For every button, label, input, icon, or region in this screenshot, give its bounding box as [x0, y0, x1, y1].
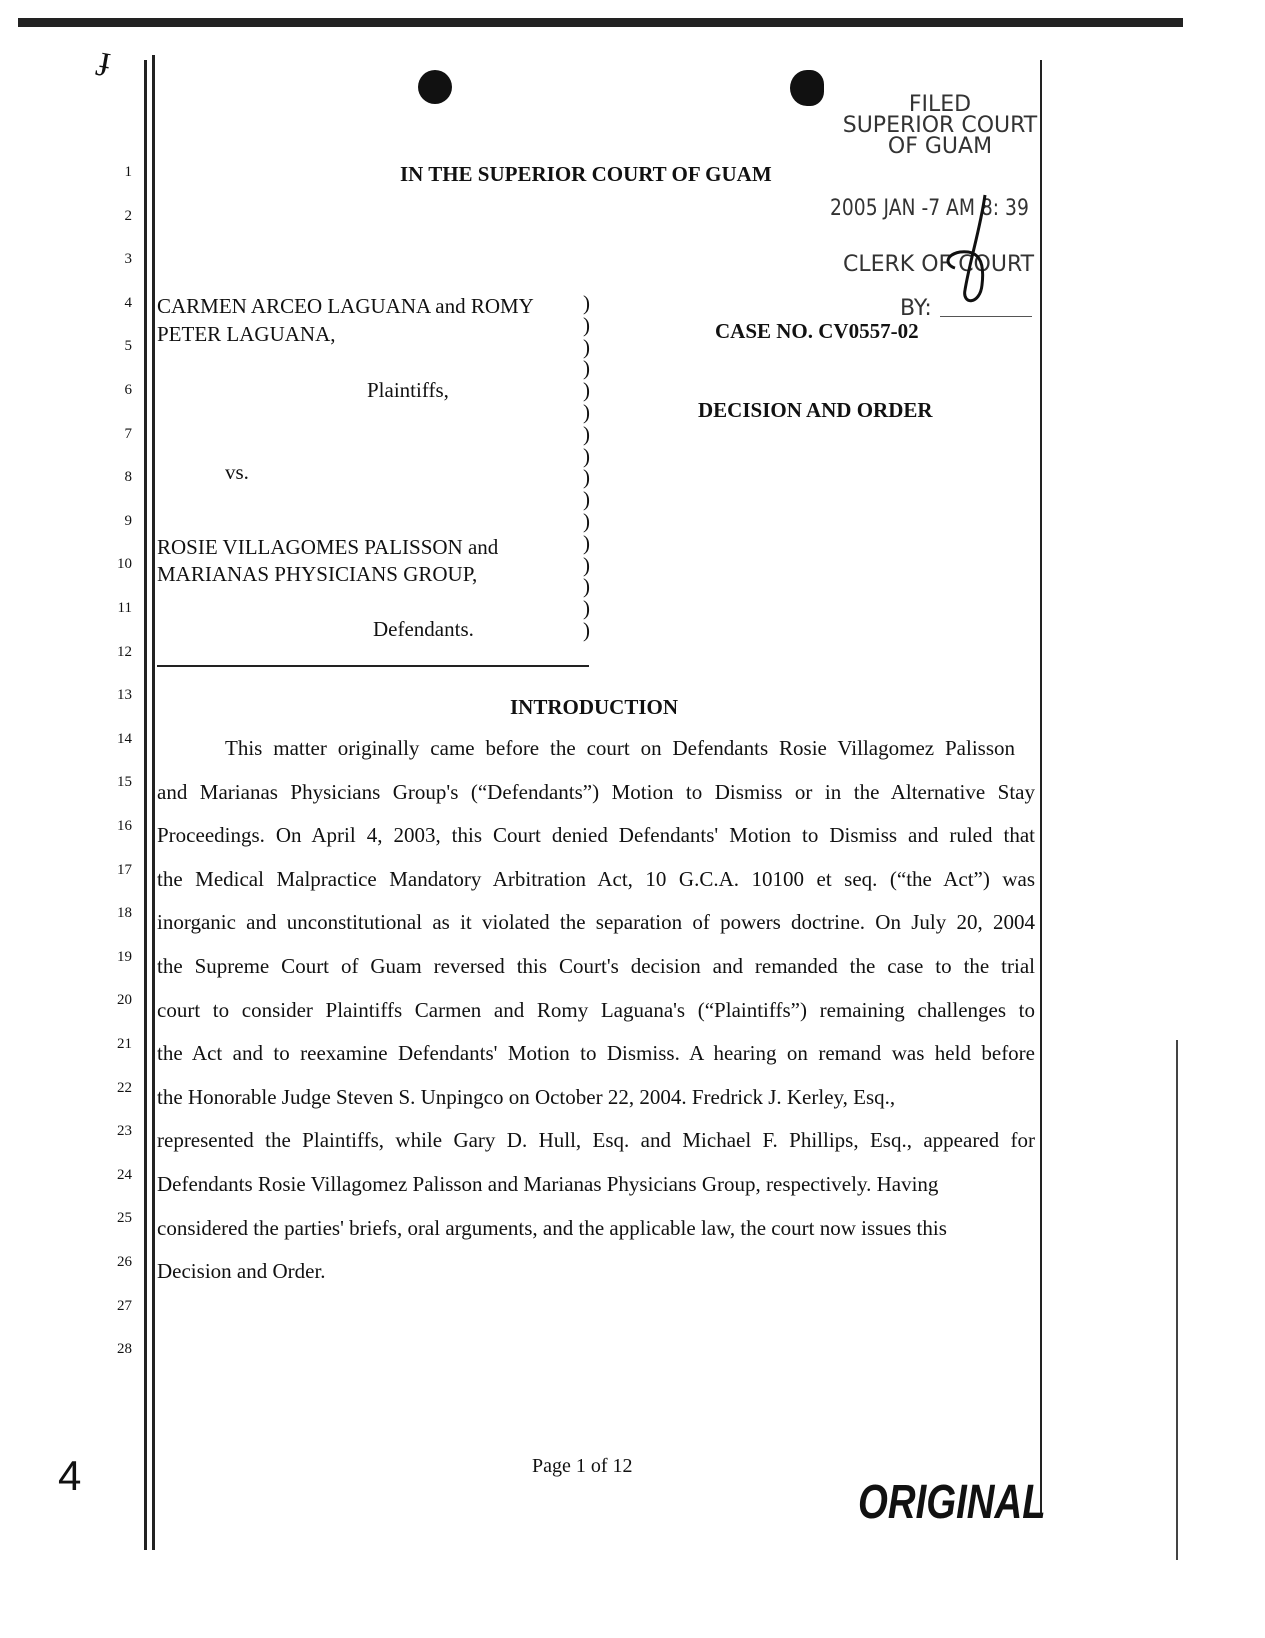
stamp-filed: FILED [908, 92, 972, 117]
line-number: 7 [124, 425, 132, 442]
defendants-label: Defendants. [373, 617, 474, 641]
court-title: IN THE SUPERIOR COURT OF GUAM [400, 162, 772, 186]
body-line: the Medical Malpractice Mandatory Arbitration Act, 10 G.C.A. 10100 et seq. (“the Act”) was [157, 866, 1035, 891]
line-number: 8 [124, 469, 132, 486]
line-number: 5 [124, 338, 132, 355]
document-title: DECISION AND ORDER [698, 398, 933, 422]
defendants-name-line2: MARIANAS PHYSICIANS GROUP, [157, 562, 478, 586]
body-line: the Honorable Judge Steven S. Unpingco on October 22, 2004. Fredrick J. Kerley, Esq., [157, 1084, 896, 1109]
page-number: Page 1 of 12 [532, 1455, 633, 1477]
margin-rule-right [1040, 60, 1042, 1515]
stamp-by: BY: [900, 296, 932, 321]
filed-stamp [840, 92, 1040, 159]
line-number: 19 [117, 948, 132, 965]
line-number: 4 [124, 294, 132, 311]
body-line: This matter originally came before the court on Defendants Rosie Villagomez Palisson [225, 736, 1015, 760]
line-number: 1 [124, 164, 132, 180]
line-number: 27 [117, 1297, 132, 1314]
scribble-mark: ɟ [96, 39, 115, 78]
line-number: 24 [117, 1166, 132, 1183]
line-number: 26 [117, 1254, 132, 1270]
original-stamp: ORIGINAL [858, 1476, 1046, 1529]
versus: vs. [225, 460, 249, 484]
margin-handwritten-mark: 4 [58, 1452, 82, 1499]
signature-line [940, 316, 1032, 317]
line-number: 21 [117, 1036, 132, 1052]
stamp-clerk: CLERK OF COURT [843, 252, 1035, 277]
plaintiffs-label: Plaintiffs, [367, 378, 449, 402]
body-line: represented the Plaintiffs, while Gary D. Hull, Esq. and Michael F. Phillips, Esq., appeared for [157, 1128, 1035, 1153]
defendants-name-line1: ROSIE VILLAGOMES PALISSON and [157, 535, 499, 559]
margin-rule-left [144, 60, 147, 1550]
line-number: 13 [117, 687, 132, 704]
body-line: court to consider Plaintiffs Carmen and Romy Laguana's (“Plaintiffs”) remaining challenges to [157, 997, 1035, 1022]
stamp-court: SUPERIOR COURT [842, 113, 1038, 138]
body-line: inorganic and unconstitutional as it violated the separation of powers doctrine. On July 20, 2004 [157, 910, 1035, 935]
clerk-signature [940, 190, 1010, 310]
margin-rule-left-inner [152, 55, 155, 1550]
stamp-guam: OF GUAM [887, 134, 993, 159]
line-number: 14 [117, 730, 132, 747]
line-number: 17 [117, 861, 132, 878]
top-scan-bar [18, 18, 1183, 27]
scan-edge-line [1176, 1040, 1178, 1560]
punch-hole-left [418, 70, 452, 104]
stamp-date: 2005 JAN -7 AM 8: 39 [830, 196, 1029, 221]
section-heading: INTRODUCTION [510, 695, 679, 719]
line-number: 2 [124, 207, 132, 224]
body-line: and Marianas Physicians Group's (“Defendants”) Motion to Dismiss or in the Alternative Stay [157, 779, 1035, 804]
line-number: 10 [117, 556, 132, 573]
line-number: 11 [117, 600, 132, 616]
line-number: 9 [124, 512, 132, 529]
body-line: the Supreme Court of Guam reversed this Court's decision and remanded the case to the trial [157, 954, 1035, 978]
line-number: 3 [124, 251, 132, 268]
punch-hole-right [790, 70, 824, 106]
line-number: 23 [117, 1123, 132, 1140]
caption-parens: ) ) ) ) ) ) ) ) ) ) ) ) ) ) ) ) [583, 291, 590, 642]
line-number: 22 [117, 1079, 132, 1096]
body-line: Proceedings. On April 4, 2003, this Court denied Defendants' Motion to Dismiss and ruled that [157, 823, 1035, 848]
line-number: 25 [117, 1210, 132, 1227]
line-number: 12 [117, 643, 132, 660]
line-number: 18 [117, 905, 132, 922]
body-line: the Act and to reexamine Defendants' Motion to Dismiss. A hearing on remand was held before [157, 1041, 1035, 1066]
plaintiffs-name-line2: PETER LAGUANA, [157, 322, 336, 346]
body-line: Decision and Order. [157, 1259, 326, 1284]
line-number: 16 [117, 818, 132, 834]
caption-rule [157, 665, 589, 667]
case-number: CASE NO. CV0557-02 [715, 319, 919, 343]
body-line: Defendants Rosie Villagomez Palisson and Marianas Physicians Group, respectively. Having [157, 1172, 939, 1196]
line-number: 6 [124, 382, 132, 398]
line-number: 28 [117, 1341, 132, 1358]
line-number: 20 [117, 992, 132, 1009]
line-number: 15 [117, 774, 132, 791]
plaintiffs-name-line1: CARMEN ARCEO LAGUANA and ROMY [157, 294, 534, 318]
body-line: considered the parties' briefs, oral arguments, and the applicable law, the court now issues this [157, 1215, 947, 1240]
